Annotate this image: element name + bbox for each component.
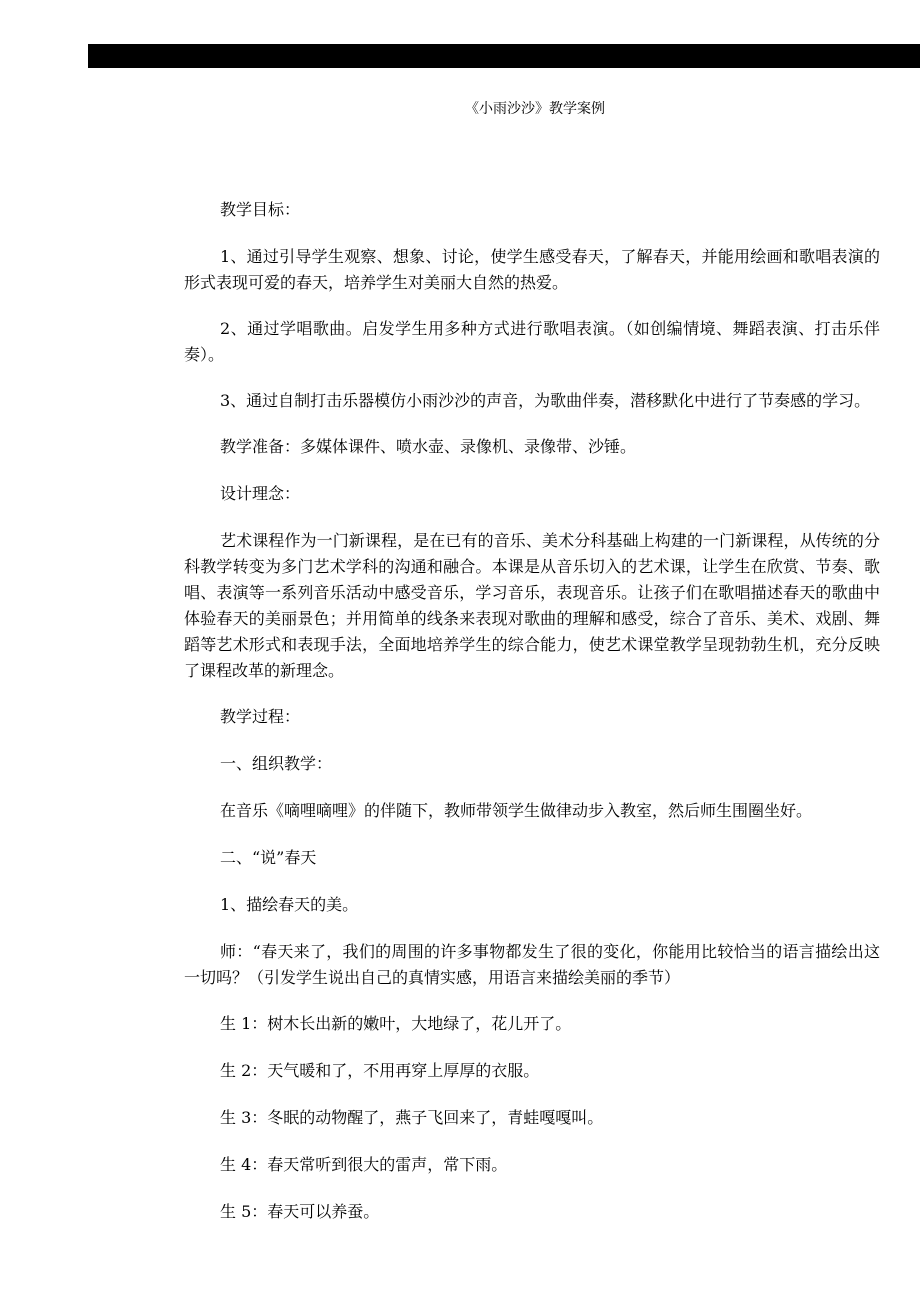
teacher-prompt: 师：“春天来了，我们的周围的许多事物都发生了很的变化，你能用比较恰当的语言描绘出这一切吗？（引发学生说出自己的真情实感，用语言来描绘美丽的季节）: [184, 942, 880, 987]
heading-teaching-goals: 教学目标：: [220, 200, 301, 219]
design-concept-text: 艺术课程作为一门新课程，是在已有的音乐、美术分科基础上构建的一门新课程，从传统的分科教学转变为多门艺术学科的沟通和融合。本课是从音乐切入的艺术课，让学生在欣赏、节奏、歌唱、表演等一系列音乐活动中感受音乐，学习音乐，表现音乐。让孩子们在歌唱描述春天的歌曲中体验春天的美丽景色；并用简单的线条来表现对歌曲的理解和感受，综合了音乐、美术、戏剧、舞蹈等艺术形式和表现手法，全面地培养学生的综合能力，使艺术课堂教学呈现勃勃生机，充分反映了课程改革的新理念。: [184, 531, 880, 680]
teaching-preparation: 教学准备：多媒体课件、喷水壶、录像机、录像带、沙锤。: [220, 437, 637, 456]
goal-2: 2、通过学唱歌曲。启发学生用多种方式进行歌唱表演。（如创编情境、舞蹈表演、打击乐伴奏）。: [184, 319, 880, 364]
goal-3: 3、通过自制打击乐器模仿小雨沙沙的声音，为歌曲伴奏，潜移默化中进行了节奏感的学习。: [220, 391, 871, 410]
heading-teaching-process: 教学过程：: [220, 707, 301, 726]
goal-1: 1、通过引导学生观察、想象、讨论，使学生感受春天，了解春天，并能用绘画和歌唱表演的形式表现可爱的春天，培养学生对美丽大自然的热爱。: [184, 247, 880, 292]
heading-design-concept: 设计理念：: [220, 484, 301, 503]
student-answer-5: 生 5：春天可以养蚕。: [220, 1202, 380, 1221]
section-organize-teaching: 一、组织教学：: [220, 754, 333, 773]
student-answer-3: 生 3：冬眠的动物醒了，燕子飞回来了，青蛙嘎嘎叫。: [220, 1108, 604, 1127]
document-title: 《小雨沙沙》教学案例: [465, 101, 605, 117]
student-answer-2: 生 2：天气暖和了，不用再穿上厚厚的衣服。: [220, 1061, 540, 1080]
student-answer-1: 生 1：树木长出新的嫩叶，大地绿了，花儿开了。: [220, 1014, 572, 1033]
subsection-describe-spring: 1、描绘春天的美。: [220, 895, 359, 914]
section-talk-spring: 二、“说”春天: [220, 848, 317, 867]
organize-teaching-text: 在音乐《嘀哩嘀哩》的伴随下，教师带领学生做律动步入教室，然后师生围圈坐好。: [220, 801, 813, 820]
document-body: [184, 197, 880, 1246]
student-answer-4: 生 4：春天常听到很大的雷声，常下雨。: [220, 1155, 508, 1174]
header-bar: [88, 44, 920, 68]
